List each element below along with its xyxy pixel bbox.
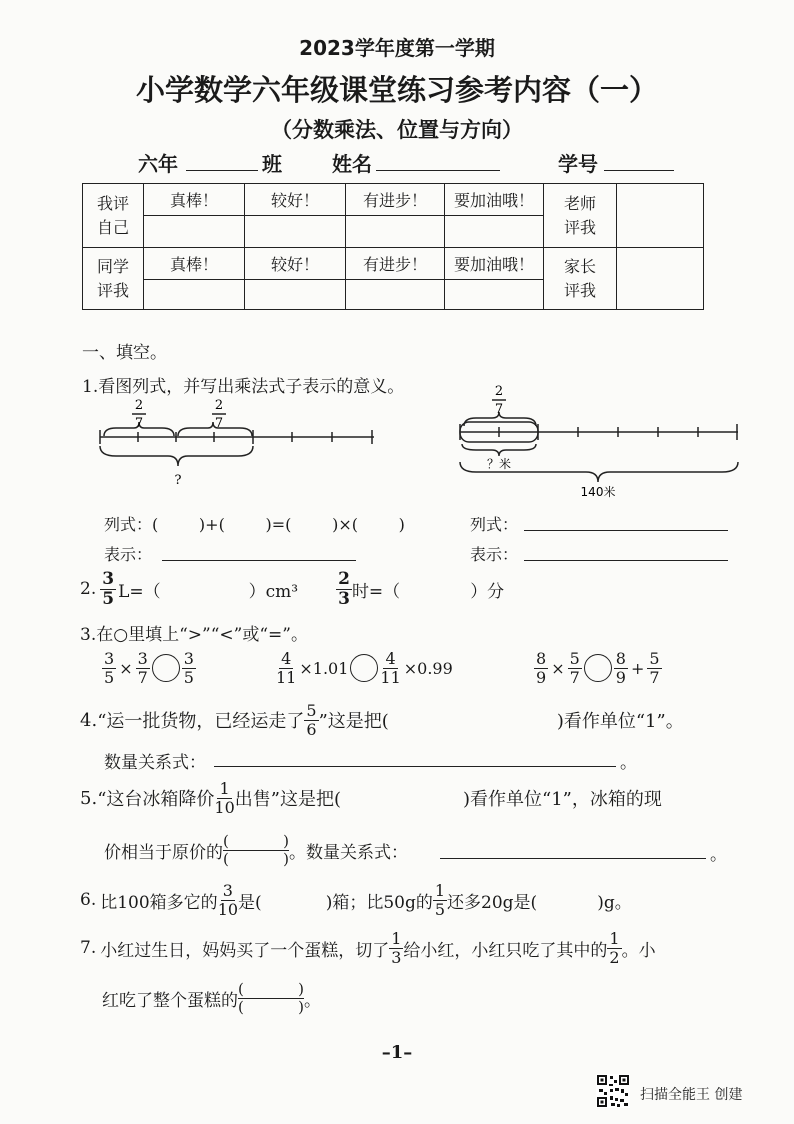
parent-eval-label: 家长 评我	[544, 248, 617, 310]
level-great: 真棒！	[144, 184, 245, 216]
evaluation-table	[82, 183, 704, 310]
q1-right-meaning-label: 表示：	[470, 545, 519, 564]
small-brace	[462, 444, 536, 456]
level-good: 较好！	[245, 248, 346, 280]
q1-right-question: ？米	[486, 457, 512, 471]
q1-right-diagram	[456, 378, 746, 498]
q4-relation-field[interactable]	[214, 766, 616, 767]
level-good: 较好！	[245, 184, 346, 216]
id-label: 学号	[558, 152, 598, 176]
q7-row-2: 红吃了整个蛋糕的 ( ) ( ) 。	[102, 979, 321, 1016]
peer-eval-label: 同学 评我	[83, 248, 144, 310]
name-label: 姓名	[332, 152, 372, 176]
self-mark-cell[interactable]	[245, 216, 346, 248]
level-progress: 有进步！	[346, 184, 445, 216]
level-try-harder: 要加油哦！	[445, 248, 544, 280]
q3-compare-circle-2[interactable]	[350, 654, 378, 682]
self-mark-cell[interactable]	[346, 216, 445, 248]
q1-right-total: 140米	[580, 485, 616, 498]
peer-mark-cell[interactable]	[144, 280, 245, 310]
page-number: –1–	[381, 1042, 413, 1063]
teacher-eval-cell[interactable]	[617, 184, 704, 248]
level-progress: 有进步！	[346, 248, 445, 280]
grade-label: 六年	[138, 152, 178, 176]
q1-right-frac-num: 2	[494, 384, 504, 399]
q6-row: 6. 比100箱多它的 $\frac{3}{10}$ 是( )箱；比50g的 $\frac{1}{5}$ 还多20g是( )g。	[80, 880, 632, 919]
q5-relation-field[interactable]	[440, 858, 706, 859]
q1-prompt: 1.看图列式，并写出乘法式子表示的意义。	[82, 377, 405, 397]
q5-blank-fraction[interactable]: ( ) ( )	[223, 831, 289, 868]
level-try-harder: 要加油哦！	[445, 184, 544, 216]
q2-fraction-2: $\frac{2}{3}$	[338, 568, 350, 609]
peer-mark-cell[interactable]	[445, 280, 544, 310]
q1-left-meaning-field[interactable]	[162, 560, 356, 561]
q4-relation-label: 数量关系式：	[104, 753, 206, 773]
q5-row-1: 5. “这台冰箱降价 $\frac{1}{10}$ 出售”这是把( )看作单位“1”，冰箱的现	[80, 778, 662, 817]
peer-mark-cell[interactable]	[245, 280, 346, 310]
teacher-eval-label: 老师 评我	[544, 184, 617, 248]
level-great: 真棒！	[144, 248, 245, 280]
q1-right-frac-den: 7	[494, 402, 504, 417]
student-info	[138, 148, 698, 178]
q1-left-frac-num: 2	[134, 398, 144, 413]
q1-right-meaning-field[interactable]	[524, 560, 728, 561]
q1-left-frac-den: 7	[134, 416, 144, 431]
bottom-brace	[100, 446, 253, 466]
q7-row-1: 7. 小红过生日，妈妈买了一个蛋糕，切了 $\frac{1}{3}$ 给小红，小红只吃了其中的 $\frac{1}{2}$ 。小	[80, 928, 656, 967]
q5-end: 。	[710, 845, 727, 865]
q1-left-meaning-label: 表示：	[104, 545, 153, 564]
parent-eval-cell[interactable]	[617, 248, 704, 310]
grade-field[interactable]	[186, 170, 258, 171]
q1-left-formula: 列式：( )+( )=( )×( )	[104, 515, 405, 534]
q1-left-frac-num: 2	[214, 398, 224, 413]
qr-code-icon	[596, 1074, 630, 1108]
id-field[interactable]	[604, 170, 674, 171]
q2-row: 2. $\frac{3}{5}$ L=（ ）cm³ $\frac{2}{3}$ 时=（ ）分	[80, 568, 505, 609]
page-title: 小学数学六年级课堂练习参考内容（一）	[135, 73, 658, 107]
class-label: 班	[262, 152, 282, 176]
self-mark-cell[interactable]	[445, 216, 544, 248]
q3-compare-circle-3[interactable]	[584, 654, 612, 682]
q2-fraction-1: $\frac{3}{5}$	[102, 568, 115, 609]
q4-row: 4. “运一批货物，已经运走了 $\frac{5}{6}$ ”这是把( )看作单位“1”。	[80, 700, 684, 739]
section-title: 一、填空。	[82, 343, 167, 363]
peer-mark-cell[interactable]	[346, 280, 445, 310]
q1-right-formula-field[interactable]	[524, 530, 728, 531]
name-field[interactable]	[376, 170, 500, 171]
self-eval-label: 我评 自己	[83, 184, 144, 248]
scanner-watermark: 扫描全能王 创建	[640, 1087, 743, 1103]
q3-expr-2: $\frac{4}{11}$ ×1.01 $\frac{4}{11}$ ×0.99	[276, 648, 453, 687]
q3-expr-3: $\frac{8}{9}$ × $\frac{5}{7}$ $\frac{8}{9}$ + $\frac{5}{7}$	[536, 648, 660, 687]
term-heading: 2023学年度第一学期	[299, 36, 495, 60]
q1-right-formula-label: 列式：	[470, 515, 519, 534]
q3-compare-circle-1[interactable]	[152, 654, 180, 682]
q1-left-question: ?	[174, 473, 182, 488]
q3-expr-1: $\frac{3}{5}$ × $\frac{3}{7}$ $\frac{3}{5}$	[104, 648, 194, 687]
q5-row-2: 价相当于原价的 ( ) ( ) 。数量关系式：	[104, 831, 408, 868]
page-subtitle: （分数乘法、位置与方向）	[271, 118, 523, 142]
q1-left-diagram	[96, 392, 386, 492]
q4-relation-end: 。	[620, 753, 637, 773]
q1-left-frac-den: 7	[214, 416, 224, 431]
q3-prompt: 3.在○里填上“>”“<”或“=”。	[80, 625, 308, 645]
q7-blank-fraction[interactable]: ( ) ( )	[238, 979, 304, 1016]
self-mark-cell[interactable]	[144, 216, 245, 248]
